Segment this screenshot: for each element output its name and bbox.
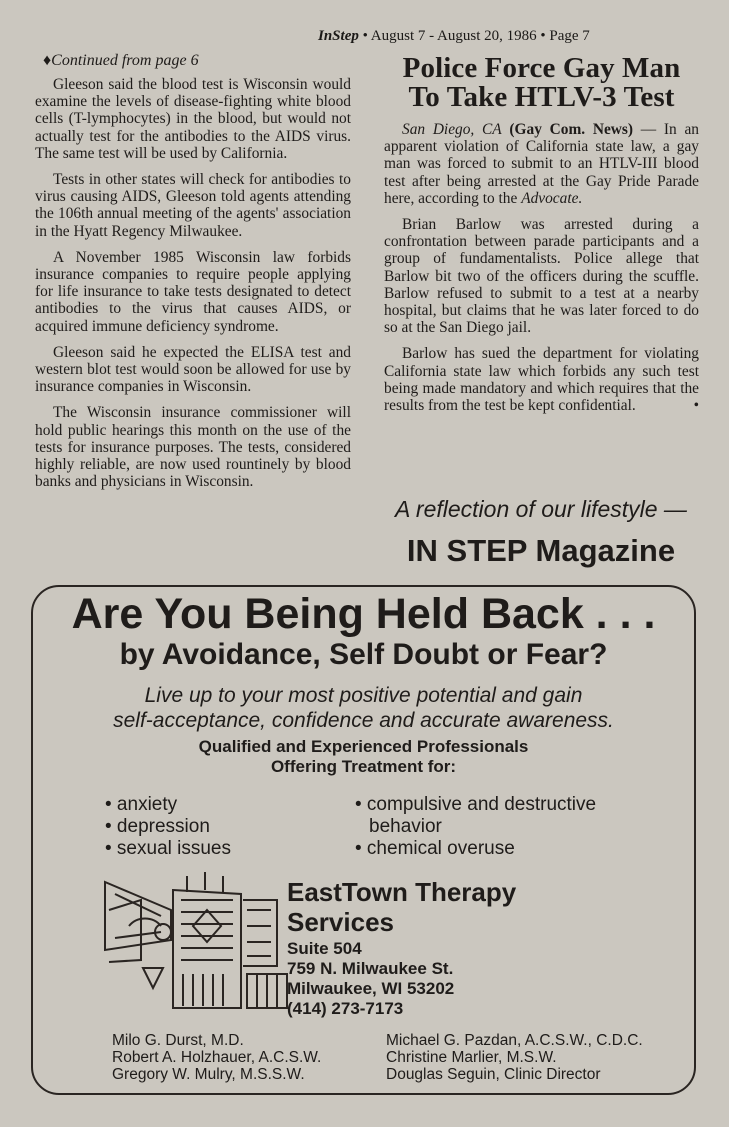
source-publication: Advocate.	[521, 189, 583, 207]
article-paragraph: A November 1985 Wisconsin law forbids insurance companies to require people applying for life insurance to take tests designated to detect antibodies to the virus that causes AIDS, or acquired immune deficiency syndrome.	[35, 248, 351, 335]
treatment-list-left	[105, 794, 231, 860]
address-line: Suite 504	[287, 939, 362, 958]
list-item: • depression	[105, 816, 210, 837]
ad-lead-line: Live up to your most positive potential and gain	[144, 684, 583, 707]
staff-member: Gregory W. Mulry, M.S.S.W.	[112, 1066, 305, 1083]
staff-list-right	[386, 1032, 643, 1083]
ad-qualifications	[33, 737, 694, 777]
staff-member: Christine Marlier, M.S.W.	[386, 1049, 557, 1066]
article-paragraph	[384, 121, 699, 207]
list-item: • compulsive and destructive	[355, 794, 597, 815]
therapy-advertisement	[31, 585, 696, 1095]
list-item: • sexual issues	[105, 838, 231, 859]
firm-logo-icon	[101, 870, 291, 1013]
promo-magazine-name: IN STEP Magazine	[406, 533, 676, 568]
article-paragraph: Brian Barlow was arrested during a confrontation between parade participants and a group of fundamentalists. Police allege that Barlow bit two of the officers during the scuffle. Barlow refused to submit to a test at a nearby hospital, but claims that he was later forced to do so at the San Diego jail.	[384, 216, 699, 337]
list-item: • anxiety	[105, 794, 178, 815]
promo-tagline: A reflection of our lifestyle —	[395, 496, 687, 522]
right-column-article	[384, 52, 699, 423]
article-paragraph: Tests in other states will check for antibodies to virus causing AIDS, Gleeson told agents attending the 106th annual meeting of the agents' association in the Hyatt Regency Milwaukee.	[35, 171, 351, 240]
treatment-list-right	[355, 794, 596, 860]
ad-lead	[33, 683, 694, 733]
firm-address	[287, 939, 516, 1019]
article-paragraph: Gleeson said he expected the ELISA test and western blot test would soon be allowed for use by insurance companies in Wisconsin.	[35, 343, 351, 396]
article-paragraph: Gleeson said the blood test is Wisconsin would examine the levels of disease-fighting white blood cells (T-lymphocytes) in the blood, but would not actually test for the antibodies to the AIDS virus. The same test will be used by California.	[35, 76, 351, 162]
left-column-article	[35, 52, 351, 499]
qualification-line: Offering Treatment for:	[270, 757, 457, 776]
issue-dates: • August 7 - August 20, 1986 • Page 7	[362, 28, 590, 44]
magazine-promo	[386, 496, 696, 569]
ad-subheadline: by Avoidance, Self Doubt or Fear?	[119, 638, 608, 671]
phone-number: (414) 273-7173	[287, 999, 404, 1018]
staff-member: Milo G. Durst, M.D.	[112, 1032, 244, 1049]
firm-name: Services	[287, 907, 394, 937]
paragraph-text: — In an apparent violation of California state law, a gay man was forced to submit to an HTLV-III blood test after being arrested at the Gay Pride Parade here, according to the	[384, 121, 699, 207]
firm-name: EastTown Therapy	[287, 877, 517, 907]
article-paragraph	[384, 345, 699, 414]
ad-headline: Are You Being Held Back . . .	[71, 590, 656, 638]
address-line: 759 N. Milwaukee St.	[287, 959, 454, 978]
dateline: San Diego, CA	[402, 121, 502, 138]
firm-info	[287, 877, 516, 1019]
qualification-line: Qualified and Experienced Professionals	[198, 737, 529, 756]
list-item: behavior	[369, 816, 442, 837]
list-item: • chemical overuse	[355, 838, 515, 859]
continued-note: ♦Continued from page 6	[43, 52, 199, 69]
staff-member: Michael G. Pazdan, A.C.S.W., C.D.C.	[386, 1032, 643, 1049]
paragraph-text: Barlow has sued the department for violating California state law which forbids any such test being made mandatory and which requires that the results from the test be kept confidential.	[384, 345, 699, 415]
end-mark: •	[693, 397, 699, 415]
publication-name: InStep	[318, 28, 359, 44]
article-paragraph: The Wisconsin insurance commissioner will hold public hearings this month on the use of the tests for insurance purposes. The tests, considered highly reliable, are now used rountinely by blood banks and physicians in Wisconsin.	[35, 404, 351, 491]
page-header	[318, 28, 718, 45]
staff-member: Douglas Seguin, Clinic Director	[386, 1066, 601, 1083]
staff-list-left	[112, 1032, 321, 1083]
staff-member: Robert A. Holzhauer, A.C.S.W.	[112, 1049, 322, 1066]
article-headline: Police Force Gay Man To Take HTLV-3 Test	[402, 52, 681, 113]
news-source: (Gay Com. News)	[509, 121, 634, 138]
ad-lead-line: self-acceptance, confidence and accurate awareness.	[113, 709, 614, 732]
address-line: Milwaukee, WI 53202	[287, 979, 455, 998]
